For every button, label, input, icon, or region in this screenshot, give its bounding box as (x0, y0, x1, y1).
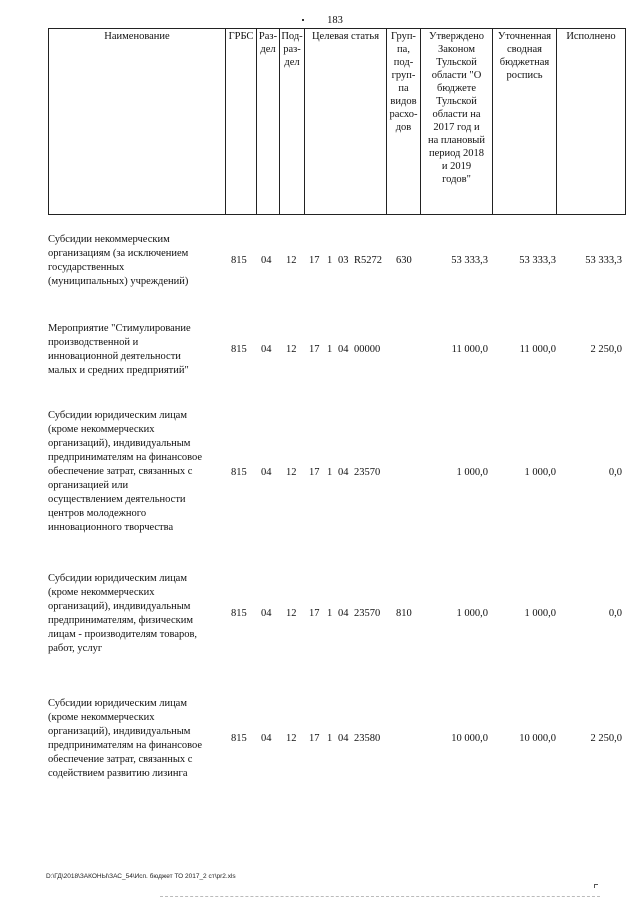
row-name: Субсидии юридическим лицам (кроме некоммерческих организаций), индивидуальным предпринимателям, физическим лицам - производителям товаров, работ, услуг (48, 573, 198, 654)
row-grbs: 815 (231, 467, 247, 478)
row-podrazdel: 12 (286, 733, 297, 744)
header-group: Груп- па, под- груп- па видов расхо- дов (389, 31, 418, 133)
header-approved: Утверждено Законом Тульской области "О бюджете Тульской области на 2017 год и на плановый период 2018 и 2019 годов" (428, 31, 485, 185)
row-target-4: 23570 (354, 608, 381, 619)
file-path-footer: D:\ГД\2018\ЗАКОНЫ\ЗАС_54\Исп. бюджет ТО 2017_2 ст\pr2.xls (46, 873, 236, 880)
row-grbs: 815 (231, 344, 247, 355)
row-approved: 11 000,0 (451, 344, 488, 355)
row-name: Мероприятие "Стимулирование производственной и инновационной деятельности малых и средних предприятий" (48, 323, 191, 376)
row-target-4: 23580 (354, 733, 381, 744)
header-razdel: Раз- дел (258, 31, 278, 55)
header-top-border (48, 28, 626, 29)
row-target-1: 17 (309, 608, 320, 619)
row-razdel: 04 (261, 255, 272, 266)
col-divider (625, 28, 626, 215)
header-podrazdel: Под- раз- дел (281, 31, 303, 68)
header-target: Целевая статья (311, 31, 380, 42)
col-divider (225, 28, 226, 215)
row-executed: 53 333,3 (585, 255, 622, 266)
header-name: Наименование (104, 31, 170, 42)
row-group: 810 (396, 608, 412, 619)
row-name: Субсидии юридическим лицам (кроме некоммерческих организаций), индивидуальным предпринимателям на финансовое обеспечение затрат, связанных с организацией или осуществлением деятельности центров молодежного инновационного творчества (48, 410, 203, 533)
page-number: 183 (327, 15, 343, 26)
row-executed: 0,0 (608, 608, 622, 619)
row-name: Субсидии некоммерческим организациям (за исключением государственных (муниципальных) учреждений) (48, 234, 189, 287)
row-grbs: 815 (231, 733, 247, 744)
row-executed: 2 250,0 (590, 733, 622, 744)
row-target-3: 04 (338, 733, 349, 744)
row-refined: 1 000,0 (524, 467, 556, 478)
row-target-2: 1 (327, 733, 333, 744)
header-grbs: ГРБС (228, 31, 254, 42)
scan-edge-line (160, 896, 600, 897)
col-divider (556, 28, 557, 215)
col-divider (48, 28, 49, 215)
row-executed: 0,0 (608, 467, 622, 478)
row-target-2: 1 (327, 467, 333, 478)
row-target-1: 17 (309, 344, 320, 355)
col-divider (256, 28, 257, 215)
page-mark (302, 19, 304, 21)
row-razdel: 04 (261, 344, 272, 355)
row-target-1: 17 (309, 255, 320, 266)
row-target-1: 17 (309, 733, 320, 744)
row-approved: 10 000,0 (451, 733, 488, 744)
row-name: Субсидии юридическим лицам (кроме некоммерческих организаций), индивидуальным предпринимателям на финансовое обеспечение затрат, связанных с содействием развитию лизинга (48, 698, 203, 779)
row-target-2: 1 (327, 344, 333, 355)
row-target-2: 1 (327, 255, 333, 266)
row-target-4: R5272 (354, 255, 383, 266)
row-razdel: 04 (261, 733, 272, 744)
row-target-3: 04 (338, 344, 349, 355)
row-approved: 1 000,0 (456, 608, 488, 619)
row-grbs: 815 (231, 608, 247, 619)
row-refined: 53 333,3 (519, 255, 556, 266)
header-bottom-border (48, 214, 626, 215)
row-target-4: 00000 (354, 344, 381, 355)
row-approved: 53 333,3 (451, 255, 488, 266)
header-refined: Уточненная сводная бюджетная роспись (497, 31, 552, 81)
row-razdel: 04 (261, 467, 272, 478)
row-target-3: 04 (338, 608, 349, 619)
row-target-3: 04 (338, 467, 349, 478)
header-executed: Исполнено (566, 31, 616, 42)
row-podrazdel: 12 (286, 255, 297, 266)
row-razdel: 04 (261, 608, 272, 619)
row-group: 630 (396, 255, 412, 266)
row-refined: 10 000,0 (519, 733, 556, 744)
row-approved: 1 000,0 (456, 467, 488, 478)
row-refined: 11 000,0 (519, 344, 556, 355)
row-target-4: 23570 (354, 467, 381, 478)
row-refined: 1 000,0 (524, 608, 556, 619)
row-podrazdel: 12 (286, 467, 297, 478)
row-grbs: 815 (231, 255, 247, 266)
row-podrazdel: 12 (286, 344, 297, 355)
row-executed: 2 250,0 (590, 344, 622, 355)
row-target-3: 03 (338, 255, 349, 266)
row-target-2: 1 (327, 608, 333, 619)
row-target-1: 17 (309, 467, 320, 478)
row-podrazdel: 12 (286, 608, 297, 619)
col-divider (304, 28, 305, 215)
stray-mark (594, 884, 598, 888)
